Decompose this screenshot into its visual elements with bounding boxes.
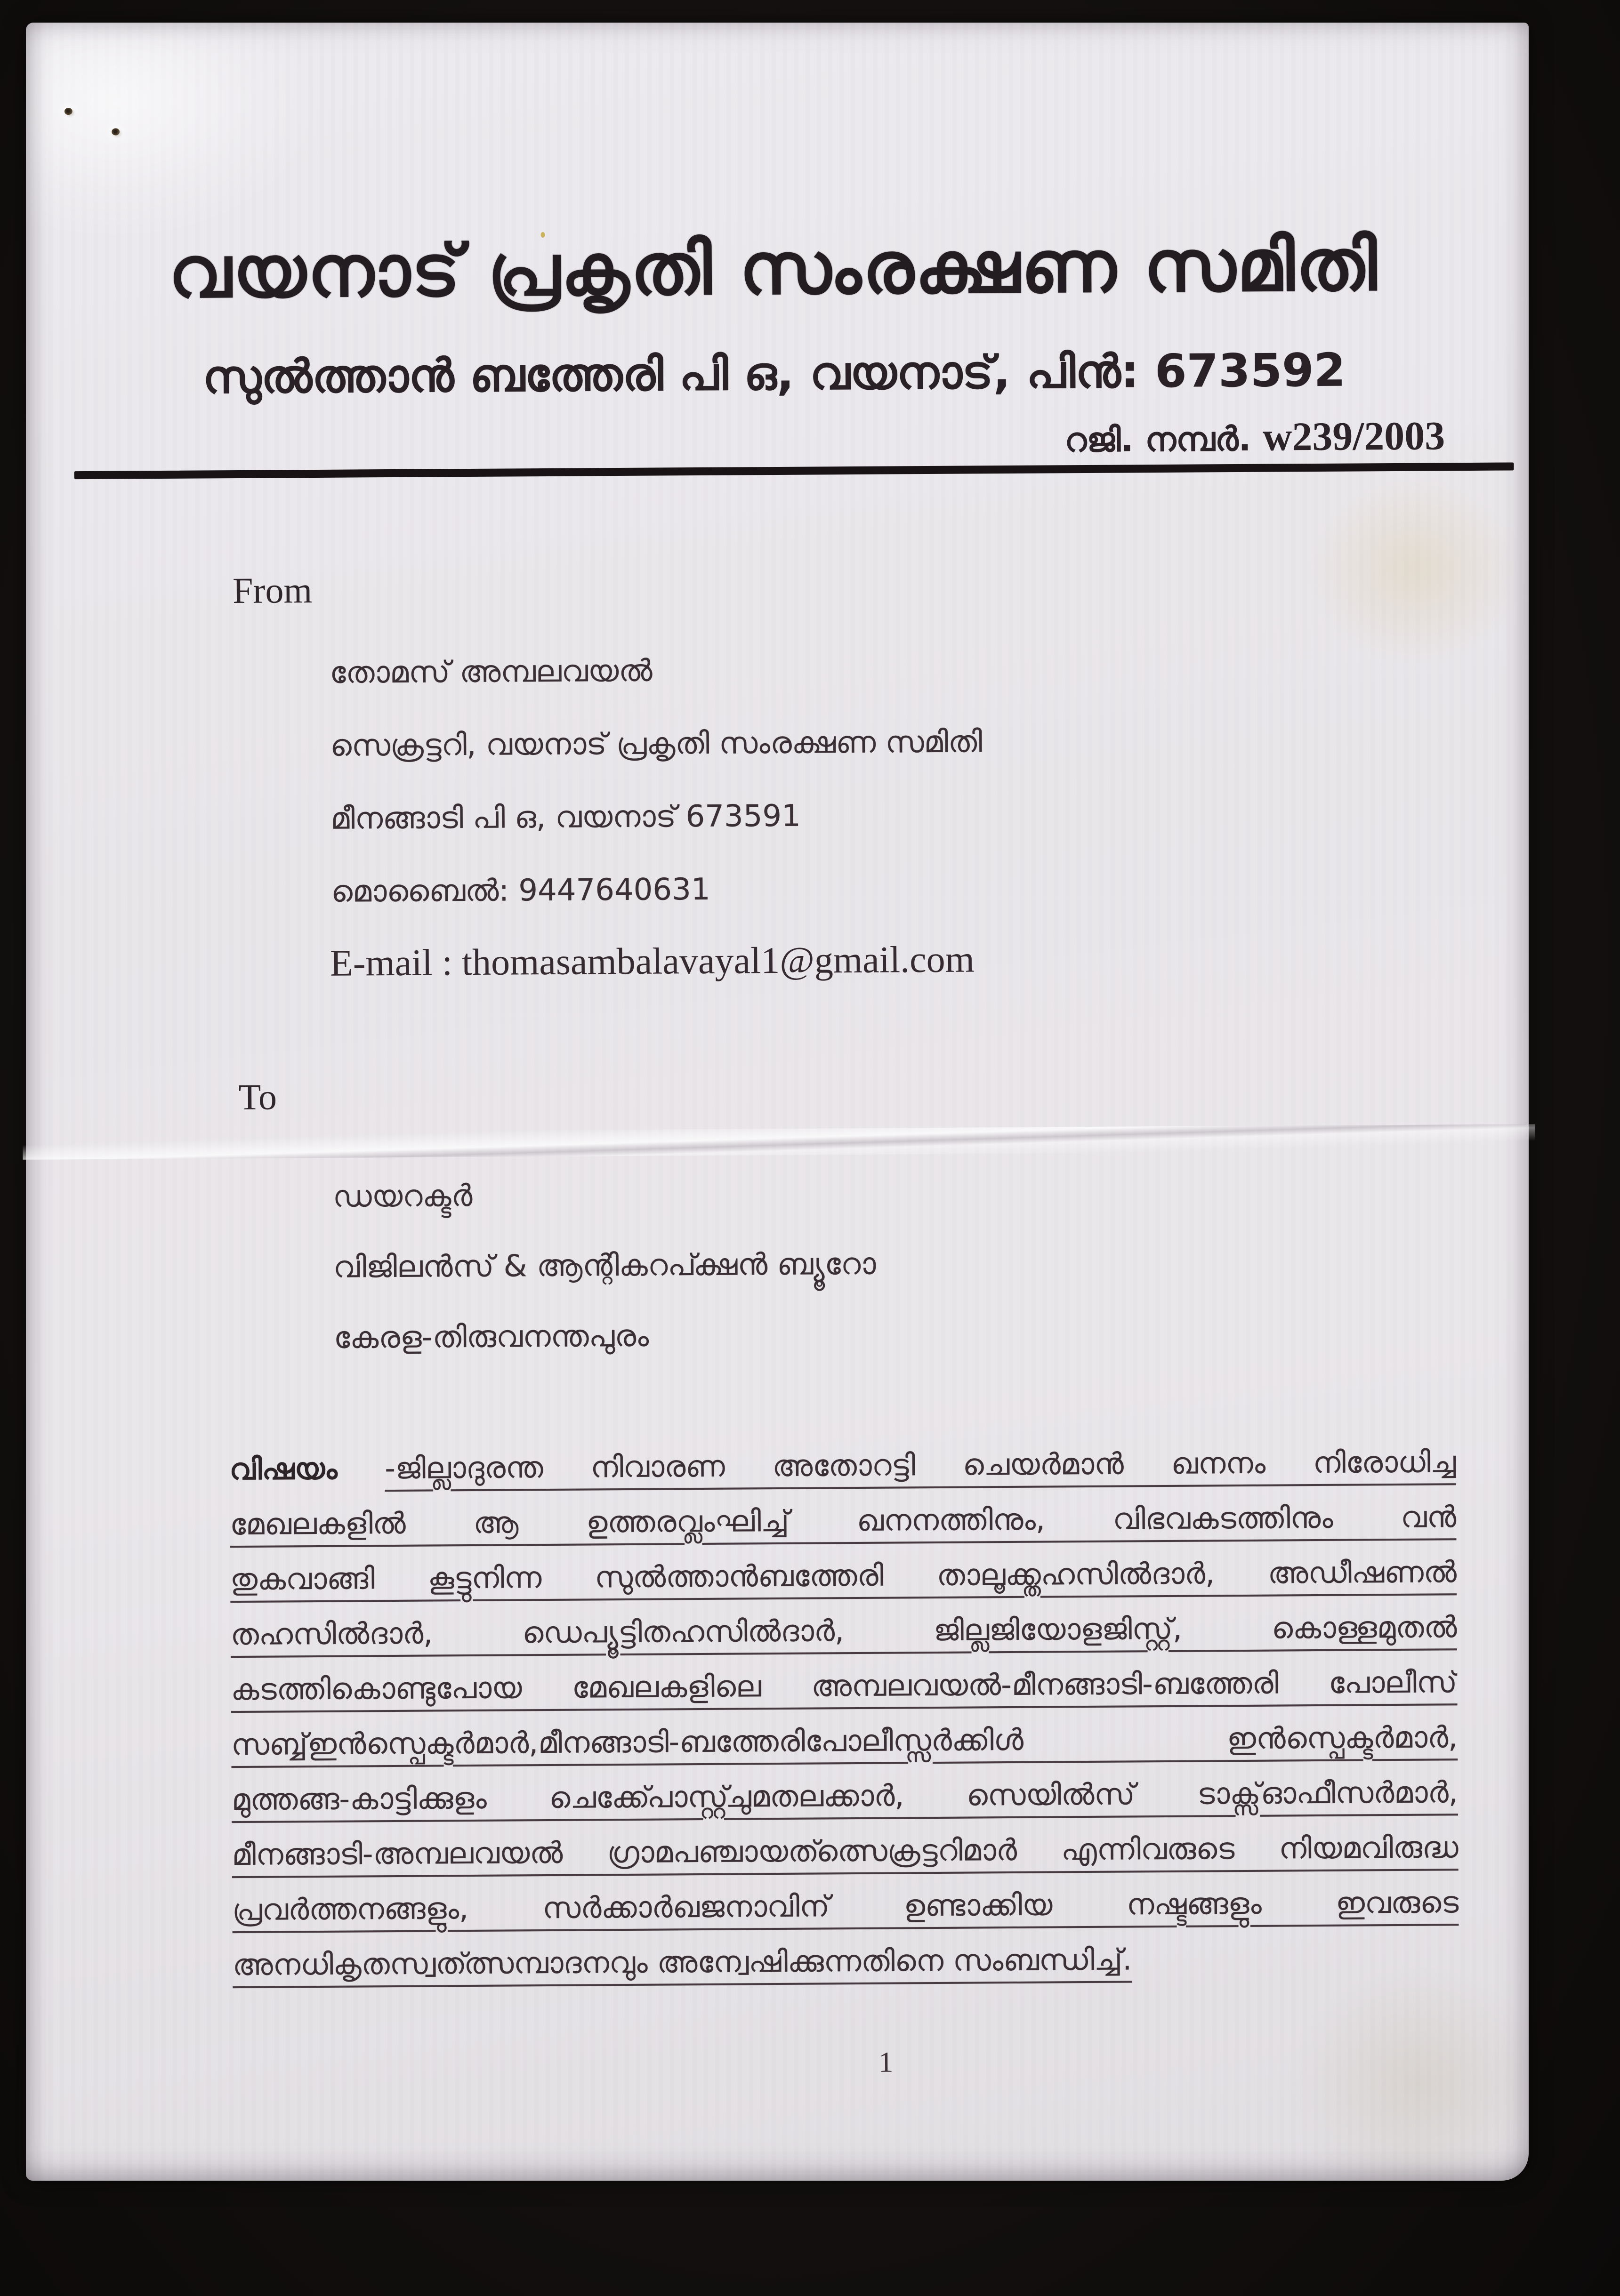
sender-name: തോമസ് അമ്പലവയൽ (329, 653, 653, 690)
subject-line: മുത്തങ്ങ-കാട്ടിക്കുളം ചെക്ക്പോസ്റ്റ്ചുമതലക്കാർ, സെയിൽസ് ടാക്സ്ഓഫീസർമാർ, (231, 1775, 1459, 1817)
staple-hole (64, 108, 73, 115)
subject-text: -ജില്ലാദുരന്ത നിവാരണ അതോറട്ടി ചെയർമാൻ ഖനനം നിരോധിച്ച (384, 1445, 1456, 1486)
subject-line: കടത്തികൊണ്ടുപോയ മേഖലകളിലെ അമ്പലവയൽ-മീനങ്ങാടി-ബത്തേരി പോലീസ് (231, 1665, 1458, 1707)
letterhead-divider-rule (74, 462, 1514, 479)
scanned-letter-page (26, 23, 1529, 2181)
org-name: വയനാട് പ്രകൃതി സംരക്ഷണ സമിതി (168, 223, 1379, 314)
recipient-department: വിജിലൻസ് & ആന്റികറപ്ക്ഷൻ ബ്യൂറോ (333, 1246, 876, 1285)
from-label: From (232, 570, 313, 611)
sender-mobile: മൊബൈൽ: 9447640631 (330, 872, 710, 909)
to-label: To (238, 1076, 277, 1117)
org-address: സുൽത്താൻ ബത്തേരി പി ഒ, വയനാട്, പിൻ: 673592 (202, 343, 1346, 404)
subject-line: മീനങ്ങാടി-അമ്പലവയൽ ഗ്രാമപഞ്ചായത്ത്സെക്രട്ടറിമാർ എന്നിവരുടെ നിയമവിരുദ്ധ (232, 1830, 1459, 1872)
staple-hole (112, 128, 120, 136)
subject-line: സബ്ബ്ഇൻസ്പെക്ടർമാർ,മീനങ്ങാടി-ബത്തേരിപോലീസ്സർക്കിൾ ഇൻസ്പെക്ടർമാർ, (231, 1720, 1458, 1762)
letter-content (21, 18, 1537, 2185)
subject-line (233, 1930, 1459, 1992)
sender-designation: സെക്രട്ടറി, വയനാട് പ്രകൃതി സംരക്ഷണ സമിതി (330, 724, 983, 763)
fold-crease (23, 1124, 1535, 1160)
recipient-location: കേരള-തിരുവനന്തപുരം (333, 1318, 649, 1356)
recipient-title: ഡയറക്ടർ (332, 1178, 473, 1214)
subject-line: തുകവാങ്ങി കൂട്ടുനിന്ന സുൽത്താൻബത്തേരി താലൂക്ക്തഹസിൽദാർ, അഡീഷണൽ (230, 1555, 1457, 1597)
page-number: 1 (879, 2046, 894, 2079)
sender-address: മീനങ്ങാടി പി ഒ, വയനാട് 673591 (330, 798, 801, 836)
subject-line (229, 1434, 1456, 1497)
sender-email: E-mail : thomasambalavayal1@gmail.com (330, 939, 975, 984)
subject-line: തഹസിൽദാർ, ഡെപ്യൂട്ടിതഹസിൽദാർ, ജില്ലജിയോളജിസ്റ്റ്, കൊള്ളമുതൽ (230, 1610, 1457, 1652)
subject-line: മേഖലകളിൽ ആ ഉത്തരവ്ലംഘിച്ച് ഖനനത്തിനും, വിഭവകടത്തിനും വൻ (230, 1500, 1457, 1542)
subject-block (229, 1434, 1459, 1992)
registration-number-line (1064, 413, 1445, 463)
subject-text: അനധികൃതസ്വത്ത്സമ്പാദനവും അന്വേഷിക്കുന്നതിനെ സംബന്ധിച്ച്. (232, 1942, 1132, 1983)
reg-label: റജി. നമ്പർ. (1064, 419, 1263, 460)
reg-number: w239/2003 (1262, 413, 1445, 459)
subject-label: വിഷയം (229, 1451, 338, 1487)
subject-line: പ്രവർത്തനങ്ങളും, സർക്കാർഖജനാവിന് ഉണ്ടാക്കിയ നഷ്ടങ്ങളും ഇവരുടെ (232, 1885, 1459, 1927)
